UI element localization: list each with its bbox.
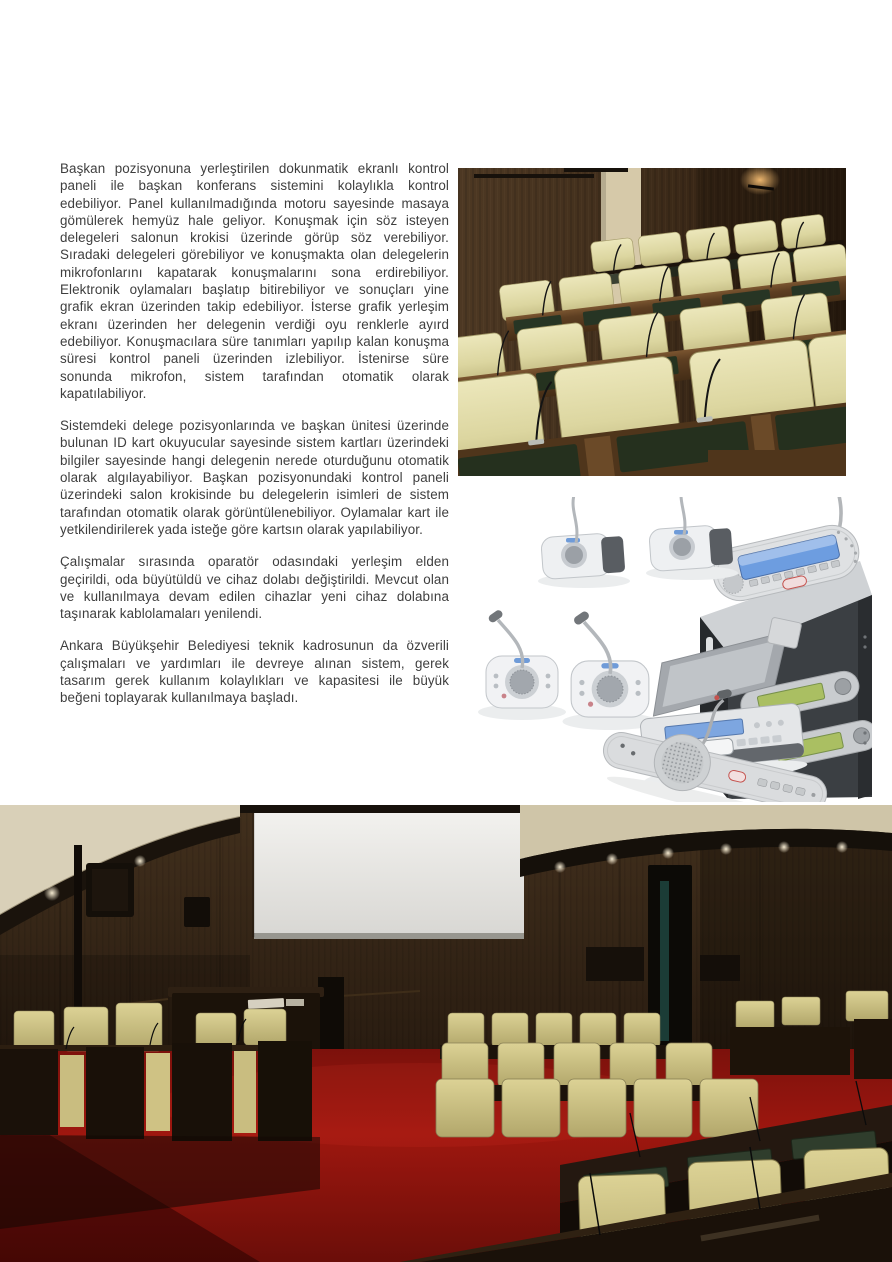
equipment-illustration <box>460 497 872 802</box>
downlight <box>44 885 60 901</box>
paragraph-id-card: Sistemdeki delege pozisyonlarında ve başkan ünitesi üzerinde bulunan ID kart okuyucular sayesinde sistem kartları üzerindeki bilgiler sayesinde hangi delegenin nerede oturduğunu otomatik olarak algılayabiliyor. Başkan pozisyonundaki kontrol paneli üzerindeki salon krokisinde bu delegelerin isimleri de sistem tarafından otomatik olarak görüntülenebiliyor. Oylamalar kart ile yetkilendirilerek yada isteğe göre kartsın olarak yapılabiliyor. <box>60 418 449 537</box>
wall-speaker <box>184 897 210 927</box>
projection-screen <box>240 805 524 939</box>
hall-photo <box>0 805 892 1262</box>
downlight <box>134 855 146 867</box>
desk-corner-fill <box>708 450 846 476</box>
article-text <box>60 160 449 722</box>
paragraph-conclusion: Ankara Büyükşehir Belediyesi teknik kadrosunun da özverili çalışmaları ve yardımları ile devreye alınan sistem, gerek tasarım gerek kullanım kolaylıkları ve kapasitesi ile büyük beğeni toplayarak kullanılmaya başladı. <box>60 638 449 706</box>
conference-room-illustration <box>458 168 846 476</box>
conference-room-photo <box>458 168 846 476</box>
equipment-photo <box>460 497 872 802</box>
hall-illustration <box>0 805 892 1262</box>
paragraph-operator-room: Çalışmalar sırasında oparatör odasındaki yerleşim elden geçirildi, oda büyütüldü ve cihaz dolabı değiştirildi. Mevcut olan ve kullanılmaya devam edilen cihazlar yeni cihaz dolabına taşınarak kablolamaları yenilendi. <box>60 554 449 622</box>
paragraph-chairman-panel: Başkan pozisyonuna yerleştirilen dokunmatik ekranlı kontrol paneli ile başkan konferans sistemini kolaylıkla kontrol edebiliyor. Panel kullanılmadığında motoru sayesinde masaya gömülerek hemyüz hale geliyor. Konuşmak için söz isteyen delegeleri salonun krokisi üzerinde görüp söz verebiliyor. Sıradaki delegeleri görebiliyor ve konuşmakta olan delegelerin mikrofonlarını kapatarak konuşmalarını sona erdirebiliyor. Elektronik oylamaları başlatıp bitirebiliyor ve sonuçları yine grafik ekran üzerinden takip edebiliyor. İsterse grafik yerleşim ekranı üzerinden her delegenin verdiği oyu renklerle ayırd edebiliyor. Konuşmacılara süre tanımları yapılıp kalan konuşma süresi kontrol paneli üzerinden izlebiliyor. İstenirse süre sonunda mikrofon, sistem tarafından otomatik olarak kapatılabiliyor. <box>60 161 449 401</box>
